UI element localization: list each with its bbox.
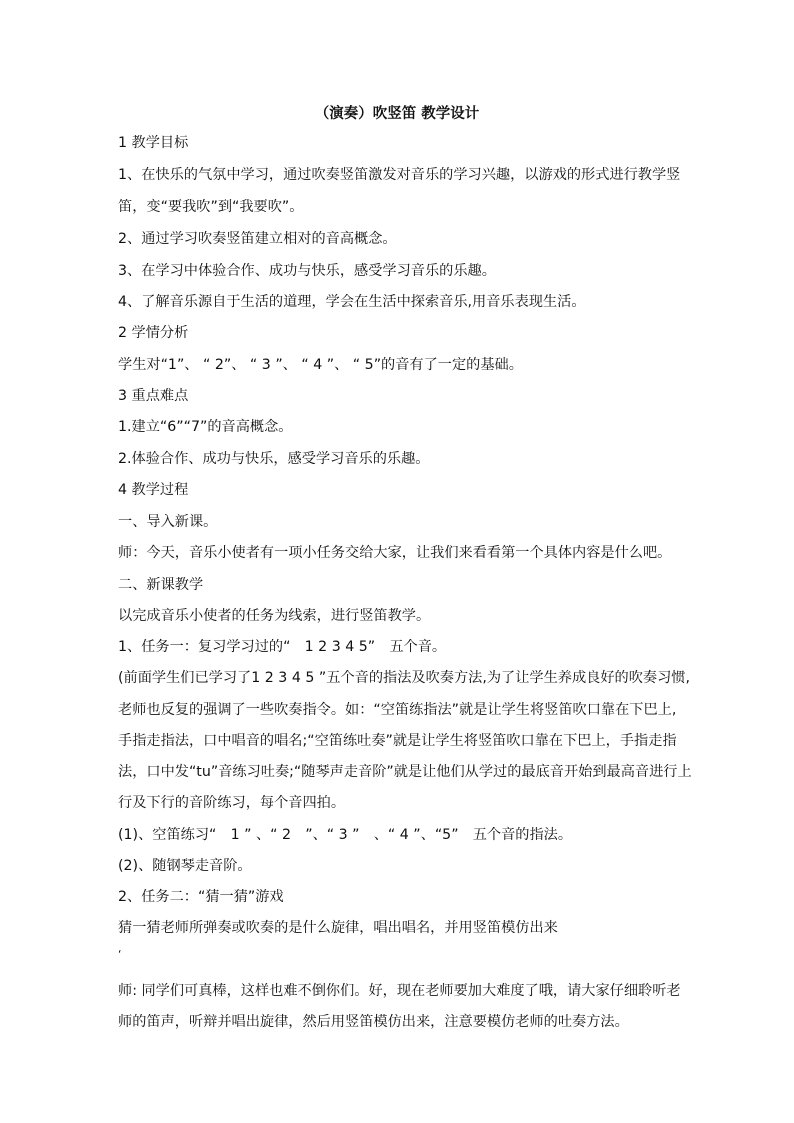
section-heading-analysis: 2 学情分析: [118, 325, 189, 341]
paragraph-line: 以完成音乐小使者的任务为线索，进行竖笛教学。: [118, 608, 431, 624]
stray-mark: ‘: [118, 948, 122, 961]
paragraph-line: 1、在快乐的气氛中学习，通过吹奏竖笛激发对音乐的学习兴趣，以游戏的形式进行教学竖: [118, 167, 681, 183]
paragraph-line: 3、在学习中体验合作、成功与快乐，感受学习音乐的乐趣。: [118, 263, 496, 279]
paragraph-line: 师：今天，音乐小使者有一项小任务交给大家，让我们来看看第一个具体内容是什么吧。: [118, 545, 672, 561]
section-heading-objectives: 1 教学目标: [118, 135, 189, 151]
paragraph-line: 法，口中发“tu”音练习吐奏;“随琴声走音阶”就是让他们从学过的最底音开始到最高音进行上: [118, 764, 692, 780]
paragraph-line: (前面学生们已学习了1 2 3 4 5 ”五个音的指法及吹奏方法,为了让学生养成良好的吹奏习惯,: [118, 670, 690, 686]
paragraph-line: 2、通过学习吹奏竖笛建立相对的音高概念。: [118, 231, 397, 247]
paragraph-line: 行及下行的音阶练习，每个音四拍。: [118, 795, 346, 811]
paragraph-line: 老师也反复的强调了一些吹奏指令。如：“空笛练指法”就是让学生将竖笛吹口靠在下巴上,: [118, 702, 677, 718]
section-heading-process: 4 教学过程: [118, 482, 189, 498]
paragraph-line: 1、任务一：复习学习过的“ 1 2 3 4 5” 五个音。: [118, 639, 447, 655]
paragraph-line: 2.体验合作、成功与快乐，感受学习音乐的乐趣。: [118, 451, 430, 467]
paragraph-line: 笛，变“要我吹”到“我要吹”。: [118, 199, 304, 215]
paragraph-line: 4、了解音乐源自于生活的道理，学会在生活中探索音乐,用音乐表现生活。: [118, 294, 586, 310]
paragraph-line: 手指走指法，口中唱音的唱名;“空笛练吐奏”就是让学生将竖笛吹口靠在下巴上，手指走指: [118, 733, 677, 749]
paragraph-line: 师的笛声，听辩并唱出旋律，然后用竖笛模仿出来，注意要模仿老师的吐奏方法。: [118, 1014, 629, 1030]
section-heading-key-points: 3 重点难点: [118, 388, 189, 404]
paragraph-line: 师: 同学们可真棒，这样也难不倒你们。好，现在老师要加大难度了哦，请大家仔细聆听老: [118, 983, 681, 999]
paragraph-line: 二、新课教学: [118, 577, 204, 593]
paragraph-line: 猜一猜老师所弹奏或吹奏的是什么旋律，唱出唱名，并用竖笛模仿出来: [118, 920, 558, 936]
paragraph-line: 学生对“1”、 “ 2”、 “ 3 ”、 “ 4 ”、 “ 5”的音有了一定的基础。: [118, 357, 523, 373]
page-title: （演奏）吹竖笛 教学设计: [314, 106, 480, 122]
paragraph-line: (1)、空笛练习“ 1 ” 、“ 2 ”、“ 3 ” 、“ 4 ”、“5” 五个音的指法。: [118, 827, 573, 843]
paragraph-line: 2、任务二：“猜一猜”游戏: [118, 889, 284, 905]
paragraph-line: 1.建立“6”“7”的音高概念。: [118, 419, 293, 435]
paragraph-line: (2)、随钢琴走音阶。: [118, 858, 252, 874]
paragraph-line: 一、导入新课。: [118, 514, 218, 530]
